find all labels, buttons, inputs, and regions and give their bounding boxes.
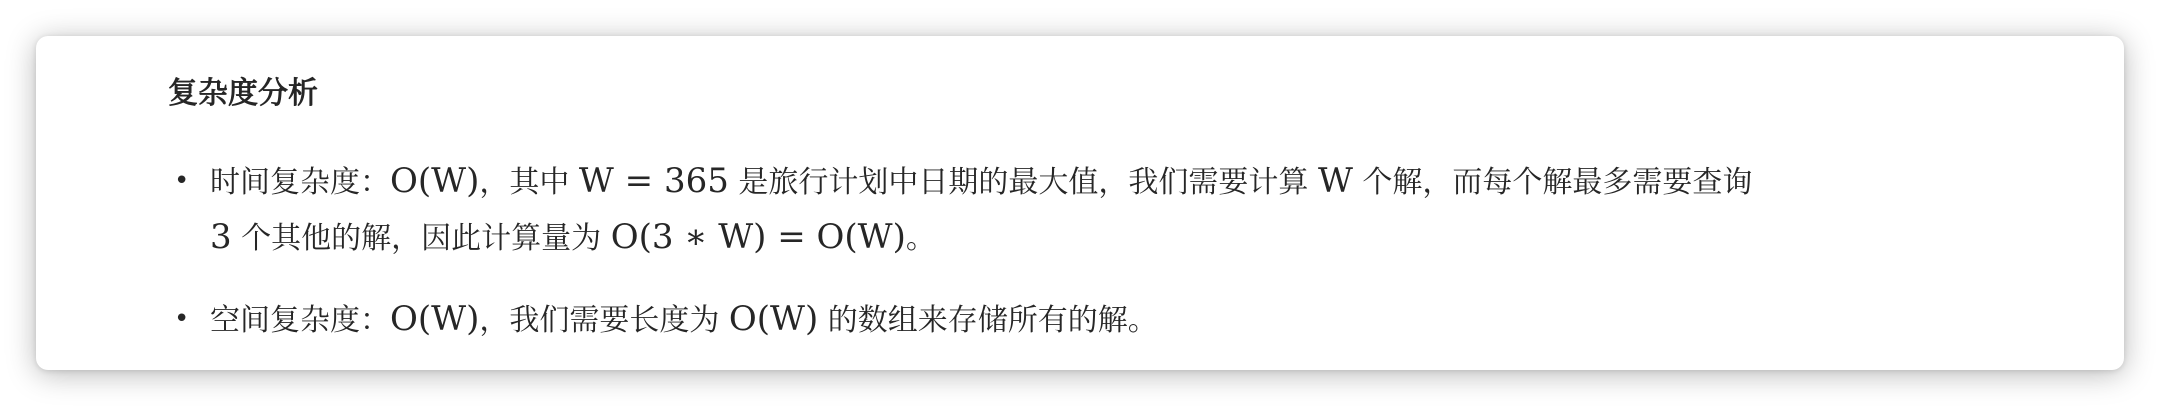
math-expression: 3: [210, 217, 232, 257]
math-expression: O(3 ∗ W) = O(W): [610, 217, 906, 257]
item-label: 时间复杂度：: [210, 165, 390, 200]
list-item-time-complexity: [174, 154, 2044, 266]
math-expression: O(W): [390, 161, 480, 201]
complexity-list: [174, 154, 2044, 348]
item-label: 空间复杂度：: [210, 303, 390, 338]
section-heading: 复杂度分析: [168, 76, 318, 111]
item-text: ，其中: [479, 165, 579, 200]
math-expression: W: [1317, 161, 1353, 201]
item-text: 的数组来存储所有的解。: [818, 303, 1158, 338]
item-text: 个其他的解，因此计算量为: [231, 221, 611, 256]
bullet-icon: •: [174, 304, 190, 334]
item-text: 是旅行计划中日期的最大值，我们需要计算: [728, 165, 1318, 200]
item-text: ，我们需要长度为: [479, 303, 729, 338]
item-text: 个解，而每个解最多需要查询: [1352, 165, 1753, 200]
math-expression: W = 365: [578, 161, 729, 201]
content-card: [36, 36, 2124, 370]
math-expression: O(W): [390, 299, 480, 339]
bullet-icon: •: [174, 166, 190, 196]
list-item-space-complexity: [174, 292, 2044, 348]
item-text: 。: [905, 221, 936, 256]
math-expression: O(W): [728, 299, 819, 339]
